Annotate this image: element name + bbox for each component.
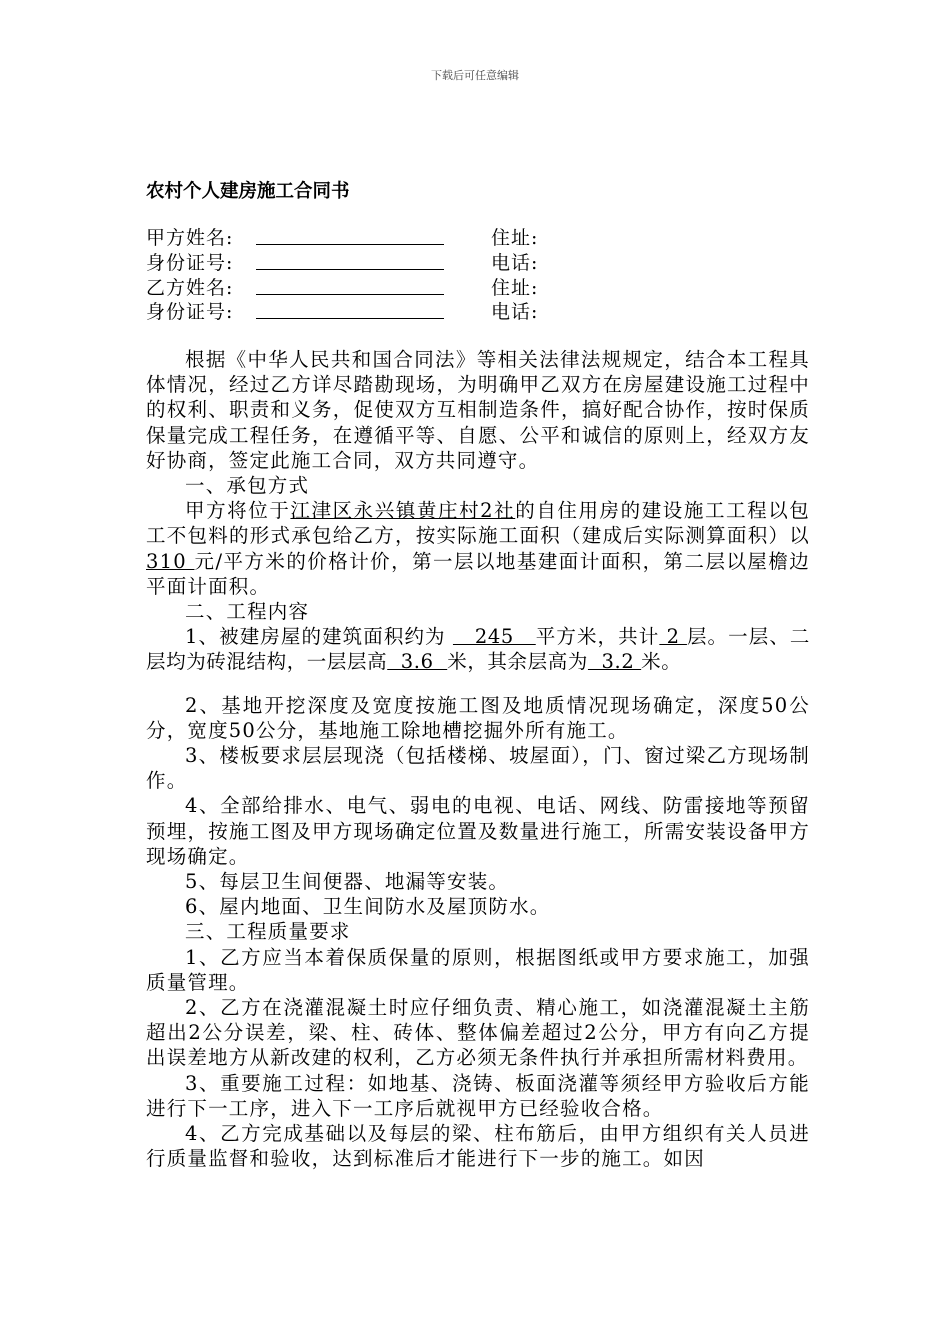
text: 1、被建房屋的建筑面积约为: [185, 625, 453, 649]
text: 平方米，共计: [535, 625, 660, 649]
paragraph: 2、乙方在浇灌混凝土时应仔细负责、精心施工，如浇灌混凝土主筋超出2公分误差，梁、柱、砖体、整体偏差超过2公分，甲方有向乙方提出误差地方从新改建的权利，乙方必须无条件执行并承担所需材料费用。: [146, 996, 810, 1070]
party-label: 甲方姓名:: [146, 227, 234, 249]
intro-paragraph: 根据《中华人民共和国合同法》等相关法律法规规定，结合本工程具体情况，经过乙方详尽踏勘现场，为明确甲乙双方在房屋建设施工过程中的权利、职责和义务，促使双方互相制造条件，搞好配合协作，按时保质保量完成工程任务，在遵循平等、自愿、公平和诚信的原则上，经双方友好协商，签定此施工合同，双方共同遵守。: [146, 348, 810, 472]
party-row: [146, 251, 806, 275]
paragraph: 1、乙方应当本着保质保量的原则，根据图纸或甲方要求施工，加强质量管理。: [146, 945, 810, 994]
text: 元/平方米的价格计价，第一层以地基建面计面积，第二层以屋檐边平面计面积。: [146, 549, 811, 598]
text: 米，其余层高为: [447, 650, 588, 674]
header-note: 下载后可任意编辑: [431, 69, 519, 82]
location-value: 江津区永兴镇黄庄村2社: [290, 499, 516, 523]
fill-in-line: [256, 269, 444, 270]
height2-value: 3.2: [587, 650, 642, 674]
party-label: 身份证号:: [146, 301, 234, 323]
party-row: [146, 276, 806, 300]
paragraph: 5、每层卫生间便器、地漏等安装。: [185, 870, 510, 894]
text: 层。一层、二层均为砖混结构，一层层高: [146, 625, 811, 674]
paragraph: [146, 498, 810, 599]
party-label-2: 电话:: [491, 252, 539, 274]
paragraph: 6、屋内地面、卫生间防水及屋顶防水。: [185, 895, 551, 919]
party-label-2: 电话:: [491, 301, 539, 323]
section-heading: 二、工程内容: [185, 600, 310, 624]
area-value: 245: [452, 625, 536, 649]
paragraph: 2、基地开挖深度及宽度按施工图及地质情况现场确定，深度50公分，宽度50公分，基地施工除地槽挖掘外所有施工。: [146, 693, 810, 742]
section-heading: 一、承包方式: [185, 474, 310, 498]
price-value: 310: [146, 549, 195, 573]
paragraph: 3、楼板要求层层现浇（包括楼梯、坡屋面），门、窗过梁乙方现场制作。: [146, 744, 810, 793]
fill-in-line: [256, 294, 444, 295]
party-label-2: 住址:: [491, 227, 539, 249]
document-title: 农村个人建房施工合同书: [146, 181, 350, 202]
text: 甲方将位于: [185, 499, 291, 523]
party-label: 身份证号:: [146, 252, 234, 274]
paragraph: 3、重要施工过程：如地基、浇铸、板面浇灌等须经甲方验收后方能进行下一工序，进入下一工序后就视甲方已经验收合格。: [146, 1071, 810, 1120]
party-label: 乙方姓名:: [146, 277, 234, 299]
text: 的自住用房的建设施工工程以包工不包料的形式承包给乙方，按实际施工面积（建成后实际测算面积）以: [146, 499, 810, 548]
section-heading: 三、工程质量要求: [185, 920, 351, 944]
text: 米。: [641, 650, 682, 674]
fill-in-line: [256, 318, 444, 319]
height1-value: 3.6: [387, 650, 448, 674]
party-row: [146, 300, 806, 324]
party-label-2: 住址:: [491, 277, 539, 299]
paragraph: 4、全部给排水、电气、弱电的电视、电话、网线、防雷接地等预留预埋，按施工图及甲方现场确定位置及数量进行施工，所需安装设备甲方现场确定。: [146, 794, 810, 868]
party-row: [146, 226, 806, 250]
paragraph: [146, 624, 810, 674]
contract-body: [146, 347, 810, 1172]
paragraph: 4、乙方完成基础以及每层的梁、柱布筋后，由甲方组织有关人员进行质量监督和验收，达到标准后才能进行下一步的施工。如因: [146, 1122, 810, 1171]
fill-in-line: [256, 244, 444, 245]
floors-value: 2: [659, 625, 687, 649]
